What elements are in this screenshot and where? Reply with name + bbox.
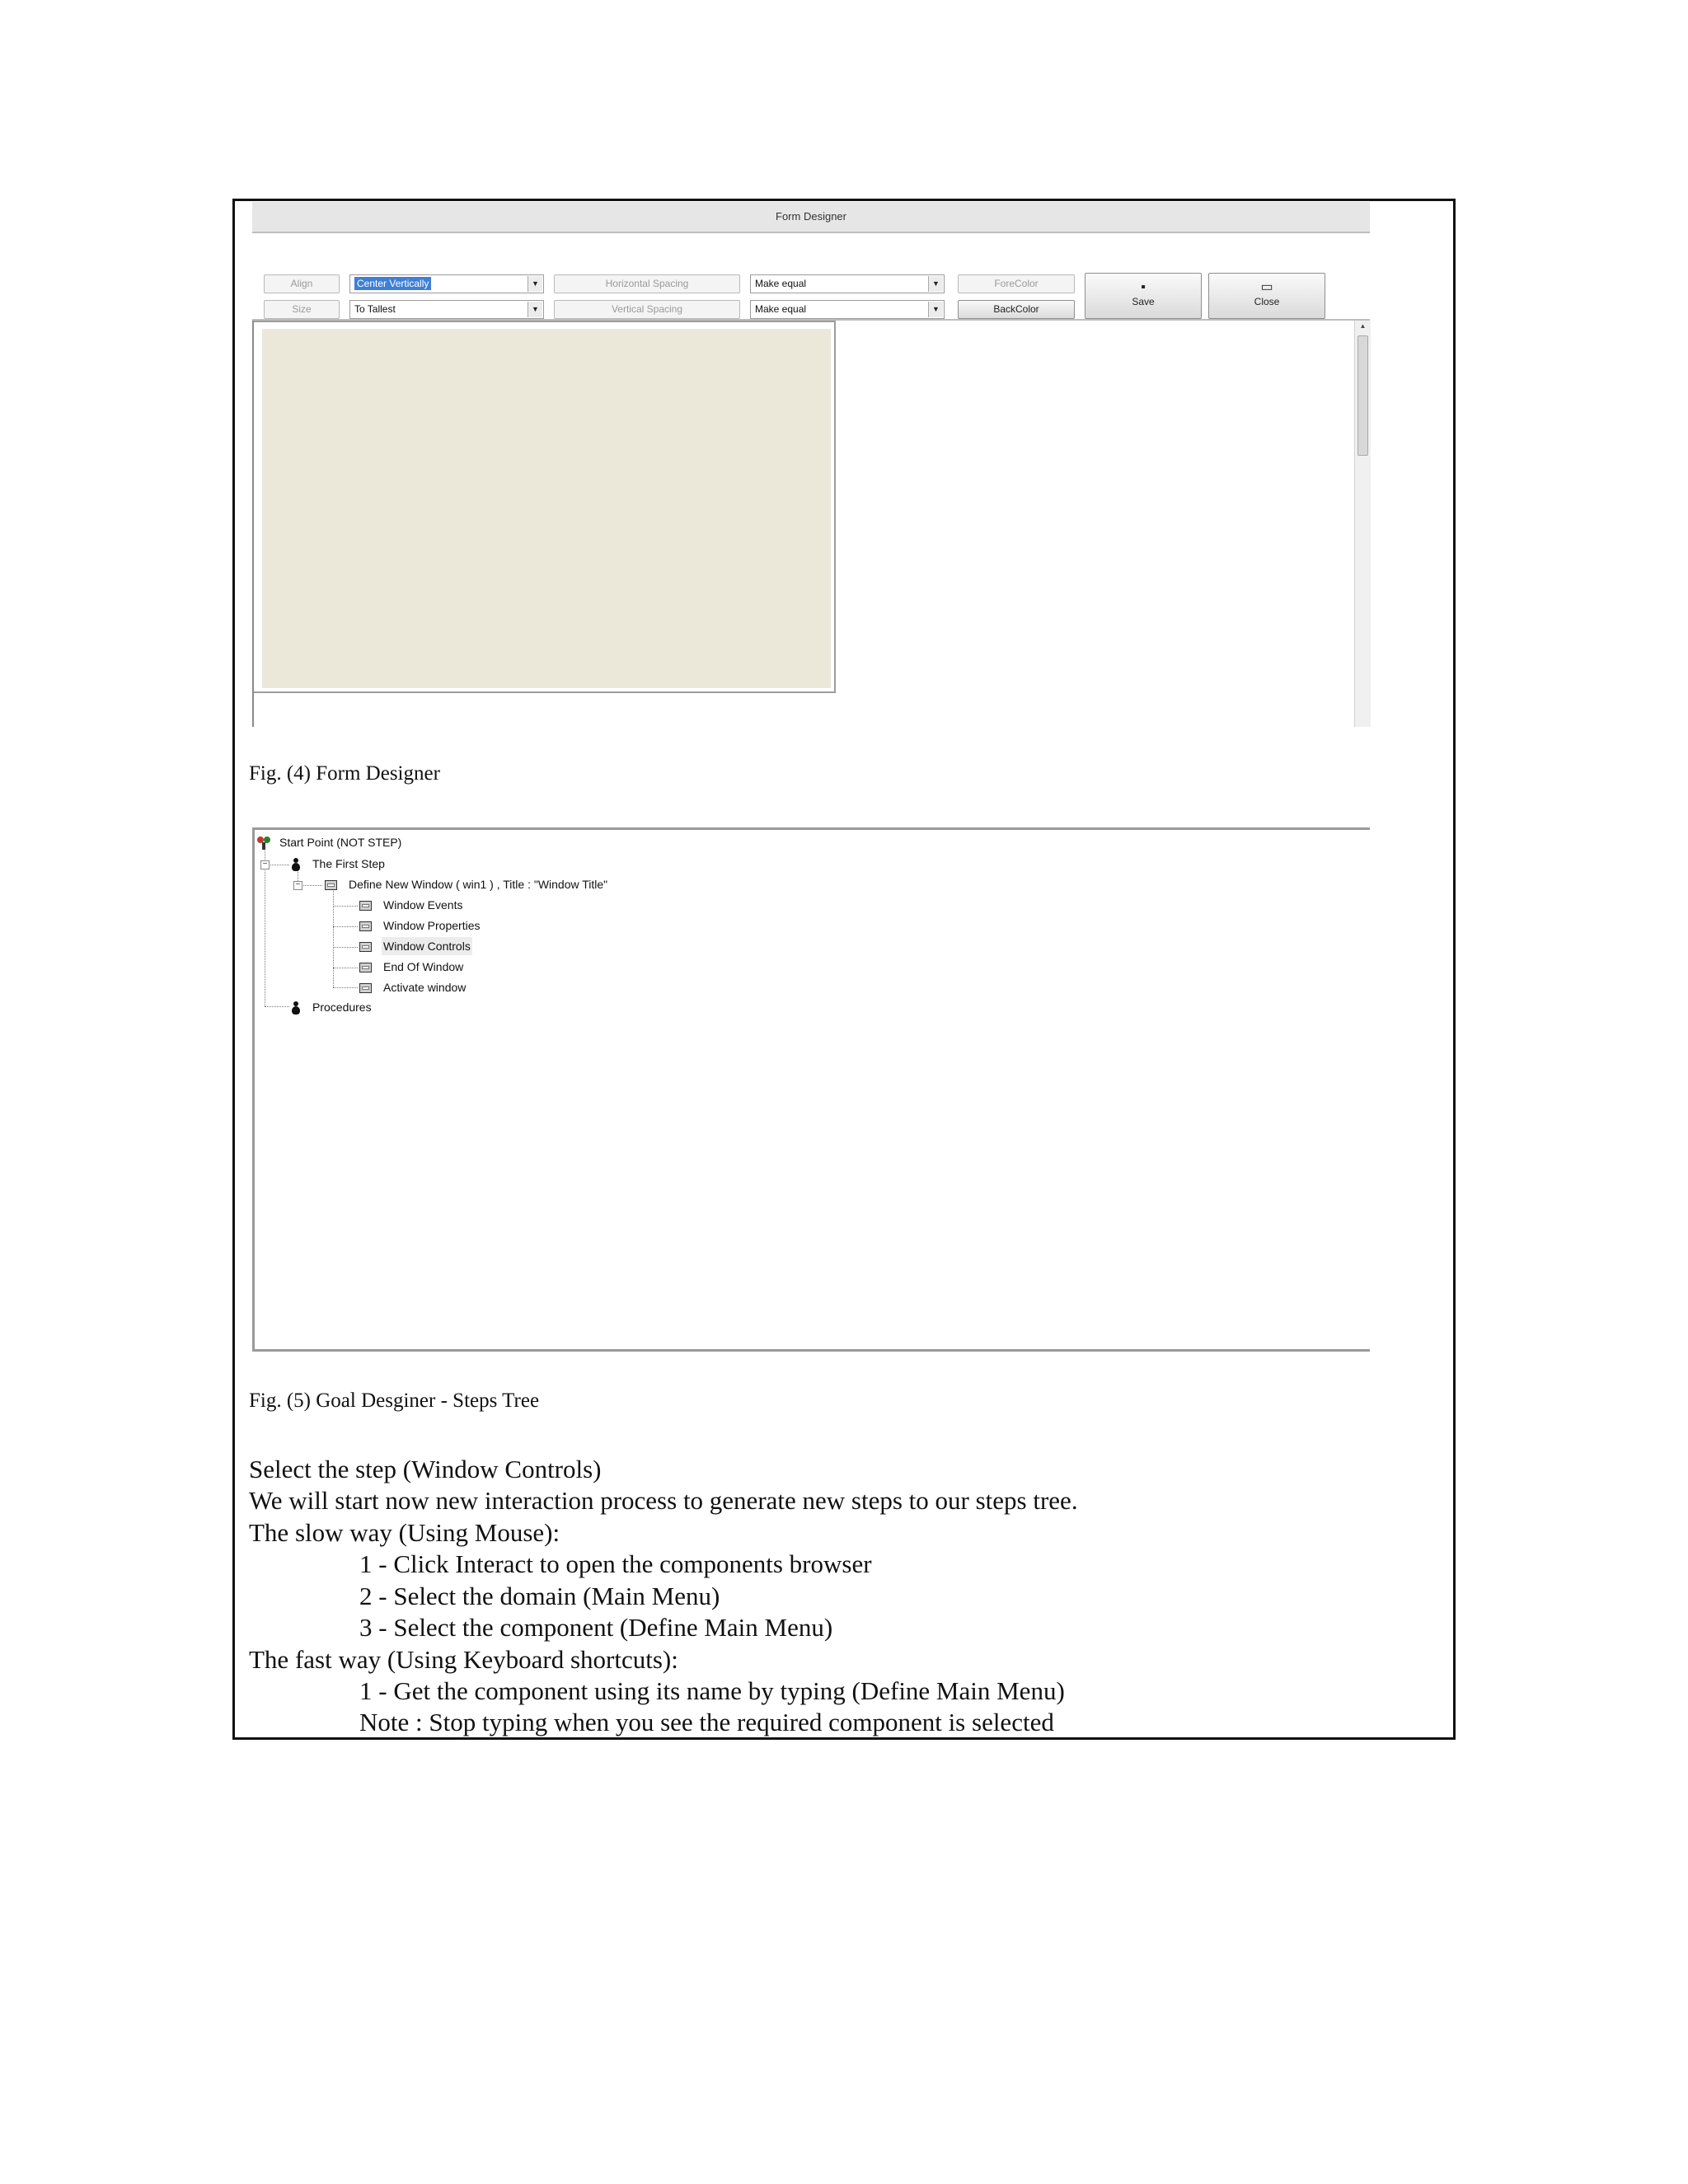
folder-open-icon: ▭ <box>1260 280 1273 294</box>
tree-node-define-window[interactable] <box>325 875 609 893</box>
tree-node-window-properties[interactable] <box>359 916 482 935</box>
chevron-down-icon[interactable]: ▼ <box>928 302 943 317</box>
tree-node-label: Window Events <box>383 898 463 912</box>
tree-node-procedures[interactable] <box>291 998 373 1016</box>
tree-node-first-step[interactable] <box>291 855 387 873</box>
designed-form[interactable] <box>262 329 831 688</box>
vertical-spacing-button[interactable]: Vertical Spacing <box>554 300 740 319</box>
close-button-label: Close <box>1254 296 1280 307</box>
design-surface <box>252 319 1370 727</box>
tree-connector <box>333 926 358 927</box>
window-title: Form Designer <box>252 202 1370 233</box>
text-line: 1 - Click Interact to open the components browser <box>359 1549 872 1578</box>
chevron-down-icon[interactable]: ▼ <box>928 276 943 292</box>
text-line: 3 - Select the component (Define Main Menu) <box>359 1613 833 1642</box>
text-line: 1 - Get the component using its name by typing (Define Main Menu) <box>359 1676 1065 1705</box>
text-line: 2 - Select the domain (Main Menu) <box>359 1582 720 1610</box>
window-icon <box>359 983 372 993</box>
steps-tree <box>252 827 1370 1352</box>
step-icon <box>291 857 301 872</box>
backcolor-button[interactable]: BackColor <box>958 300 1075 319</box>
tree-node-label: End Of Window <box>383 960 464 973</box>
align-combo[interactable] <box>349 274 544 293</box>
size-combo-value: To Tallest <box>354 303 396 315</box>
tree-node-label: Define New Window ( win1 ) , Title : "Window Title" <box>349 878 608 891</box>
chevron-down-icon[interactable]: ▼ <box>528 276 542 292</box>
window-icon <box>359 901 372 911</box>
size-combo[interactable] <box>349 300 544 319</box>
scroll-up-icon[interactable]: ▲ <box>1359 322 1367 330</box>
text-line: Note : Stop typing when you see the required component is selected <box>359 1708 1054 1736</box>
figure4-caption: Fig. (4) Form Designer <box>249 762 440 785</box>
figure5-caption: Fig. (5) Goal Desginer - Steps Tree <box>249 1390 540 1412</box>
floppy-disk-icon: ▪ <box>1141 280 1146 294</box>
align-combo-value: Center Vertically <box>354 277 431 290</box>
align-button[interactable]: Align <box>264 274 340 293</box>
tree-node-label: Start Point (NOT STEP) <box>279 836 402 849</box>
collapse-icon[interactable]: − <box>293 881 302 890</box>
tree-node-window-controls[interactable] <box>359 937 472 955</box>
form-frame <box>254 321 836 693</box>
tree-node-activate-window[interactable] <box>359 978 467 996</box>
tree-node-window-events[interactable] <box>359 896 464 914</box>
step-icon <box>291 1001 301 1015</box>
save-button-label: Save <box>1132 296 1155 307</box>
vertical-scrollbar[interactable] <box>1354 321 1371 727</box>
text-line: The fast way (Using Keyboard shortcuts): <box>249 1645 678 1674</box>
horizontal-spacing-combo-value: Make equal <box>755 278 807 289</box>
chevron-down-icon[interactable]: ▼ <box>528 302 542 317</box>
collapse-icon[interactable]: − <box>260 860 270 869</box>
text-line: We will start now new interaction process to generate new steps to our steps tree. <box>249 1486 1078 1515</box>
size-button[interactable]: Size <box>264 300 340 319</box>
tree-connector <box>333 947 358 948</box>
text-line: Select the step (Window Controls) <box>249 1455 602 1483</box>
scrollbar-thumb[interactable] <box>1357 335 1368 456</box>
close-button[interactable] <box>1208 273 1325 319</box>
horizontal-spacing-combo[interactable] <box>750 274 945 293</box>
tree-node-label: The First Step <box>312 857 385 870</box>
window-icon <box>325 880 337 890</box>
tree-node-label: Window Controls <box>382 937 472 955</box>
tree-node-end-of-window[interactable] <box>359 958 465 976</box>
horizontal-spacing-button[interactable]: Horizontal Spacing <box>554 274 740 293</box>
start-point-icon <box>256 836 271 851</box>
tree-connector <box>333 987 358 988</box>
window-icon <box>359 921 372 931</box>
tree-connector <box>265 1006 289 1007</box>
tree-connector <box>333 906 358 907</box>
tree-node-start-point[interactable] <box>256 833 403 851</box>
tree-node-label: Activate window <box>383 981 467 994</box>
window-icon <box>359 942 372 952</box>
text-line: The slow way (Using Mouse): <box>249 1518 560 1547</box>
tree-node-label: Window Properties <box>383 919 481 932</box>
vertical-spacing-combo-value: Make equal <box>755 303 807 315</box>
save-button[interactable] <box>1085 273 1202 319</box>
vertical-spacing-combo[interactable] <box>750 300 945 319</box>
tree-node-label: Procedures <box>312 1001 372 1014</box>
forecolor-button[interactable]: ForeColor <box>958 274 1075 293</box>
window-icon <box>359 963 372 972</box>
form-designer-window <box>252 202 1370 725</box>
